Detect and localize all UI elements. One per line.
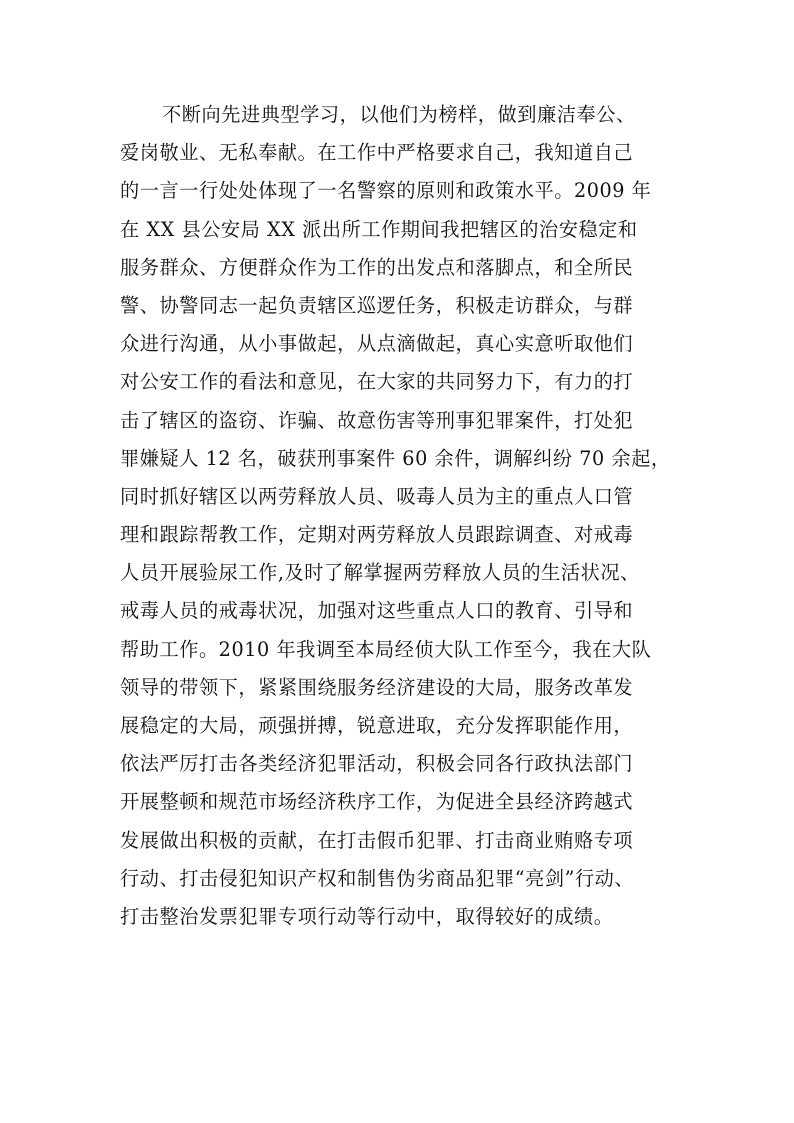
paragraph-line-16: 领导的带领下，紧紧围绕服务经济建设的大局，服务改革发 [120, 675, 634, 699]
paragraph-line-7: 众进行沟通，从小事做起，从点滴做起，真心实意听取他们 [120, 332, 634, 356]
paragraph-line-4: 在 XX 县公安局 XX 派出所工作期间我把辖区的治安稳定和 [120, 217, 638, 241]
paragraph-line-3: 的一言一行处处体现了一名警察的原则和政策水平。2009 年 [120, 179, 652, 203]
paragraph-line-20: 发展做出积极的贡献，在打击假币犯罪、打击商业贿赂专项 [120, 828, 634, 852]
paragraph-line-8: 对公安工作的看法和意见，在大家的共同努力下，有力的打 [120, 370, 634, 394]
paragraph-line-2: 爱岗敬业、无私奉献。在工作中严格要求自己，我知道自己 [120, 141, 634, 165]
body-paragraph [120, 96, 676, 936]
paragraph-line-10: 罪嫌疑人 12 名，破获刑事案件 60 余件，调解纠纷 70 余起， [120, 446, 671, 470]
paragraph-line-13: 人员开展验尿工作,及时了解掌握两劳释放人员的生活状况、 [120, 561, 640, 585]
paragraph-line-19: 开展整顿和规范市场经济秩序工作，为促进全县经济跨越式 [120, 790, 634, 814]
paragraph-line-9: 击了辖区的盗窃、诈骗、故意伤害等刑事犯罪案件，打处犯 [120, 408, 634, 432]
paragraph-line-1: 不断向先进典型学习，以他们为榜样，做到廉洁奉公、 [162, 103, 636, 126]
paragraph-line-18: 依法严厉打击各类经济犯罪活动，积极会同各行政执法部门 [120, 752, 634, 776]
paragraph-line-22: 打击整治发票犯罪专项行动等行动中，取得较好的成绩。 [120, 904, 614, 928]
paragraph-line-11: 同时抓好辖区以两劳释放人员、吸毒人员为主的重点人口管 [120, 484, 634, 508]
paragraph-line-5: 服务群众、方便群众作为工作的出发点和落脚点，和全所民 [120, 255, 634, 279]
paragraph-line-14: 戒毒人员的戒毒状况，加强对这些重点人口的教育、引导和 [120, 599, 634, 623]
paragraph-line-21: 行动、打击侵犯知识产权和制售伪劣商品犯罪“亮剑”行动、 [120, 866, 635, 890]
paragraph-line-12: 理和跟踪帮教工作，定期对两劳释放人员跟踪调查、对戒毒 [120, 523, 634, 547]
paragraph-line-17: 展稳定的大局，顽强拼搏，锐意进取，充分发挥职能作用， [120, 714, 634, 737]
paragraph-line-15: 帮助工作。2010 年我调至本局经侦大队工作至今，我在大队 [120, 637, 652, 661]
paragraph-line-6: 警、协警同志一起负责辖区巡逻任务，积极走访群众，与群 [120, 293, 634, 317]
